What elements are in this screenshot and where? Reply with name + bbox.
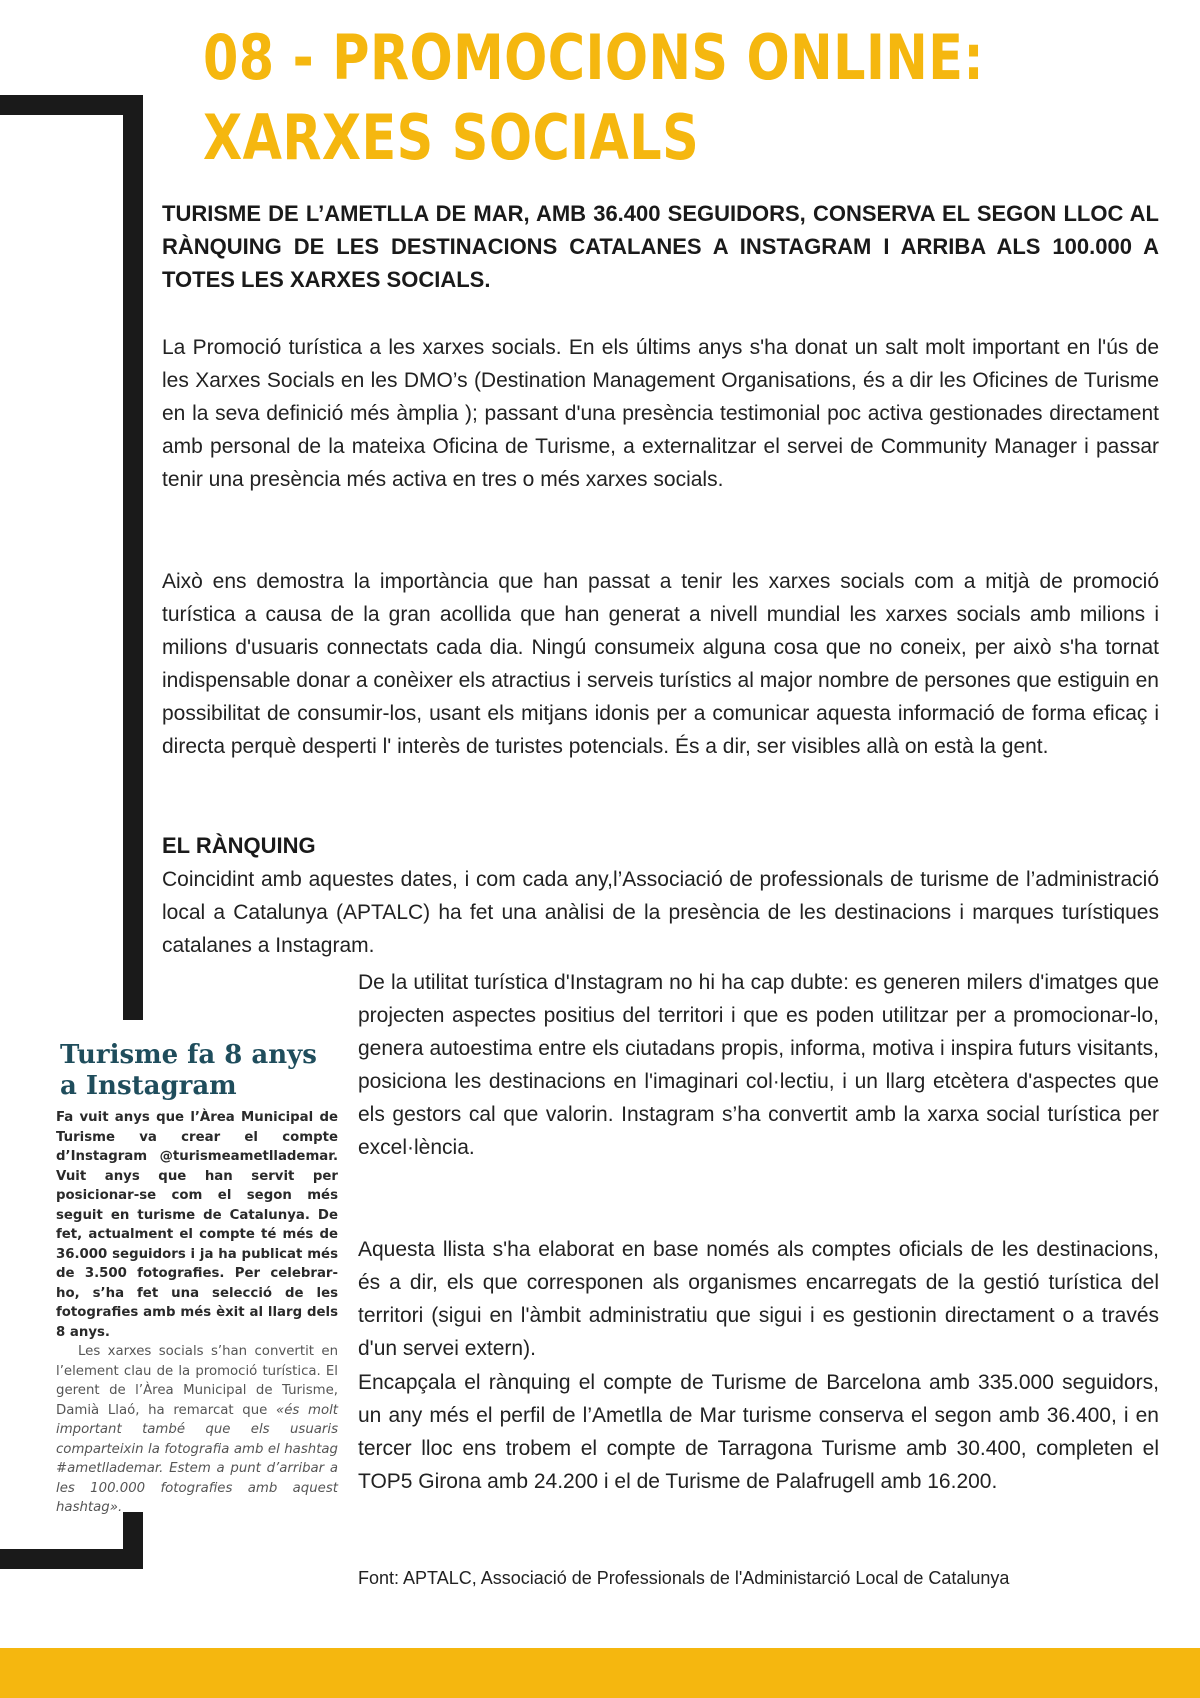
paragraph-6: Encapçala el rànquing el compte de Turisme de Barcelona amb 335.000 seguidors, un any més el perfil de l’Ametlla de Mar turisme conserva el segon amb 36.400, i en tercer lloc ens trobem el compte de Tarragona Turisme amb 30.400, completen el TOP5 Girona amb 24.200 i el de Turisme de Palafrugell amb 16.200.: [358, 1371, 1159, 1493]
page-title: [203, 18, 990, 178]
source-note: Font: APTALC, Associació de Professionals de l'Administarció Local de Catalunya: [358, 1568, 1010, 1588]
bracket-vertical-bar: [123, 95, 143, 1020]
clipping-body-text: [56, 1342, 338, 1518]
footer-bar: [0, 1648, 1200, 1698]
paragraph-4: De la utilitat turística d'Instagram no hi ha cap dubte: es generen milers d'imatges que projecten aspectes positius del territori i que es poden utilitzar per a promocionar-lo, genera autoestima entre els ciutadans propis, informa, motiva i inspira futurs visitants, posiciona les destinacions en l'imaginari col·lectiu, i un llarg etcètera d'aspectes que els gestors cal que valorin. Instagram s’ha convertit amb la xarxa social turística per excel·lència.: [358, 971, 1159, 1159]
bracket-top-bar: [0, 95, 143, 115]
clipping-title: Turisme fa 8 anys a Instagram: [60, 1040, 317, 1101]
bracket-bottom-bar: [0, 1549, 143, 1569]
paragraph-2: Això ens demostra la importància que han passat a tenir les xarxes socials com a mitjà de promoció turística a causa de la gran acollida que han generat a nivell mundial les xarxes socials amb milions i milions d'usuaris connectats cada dia. Ningú consumeix alguna cosa que no coneix, per això s'ha tornat indispensable donar a conèixer els atractius i serveis turístics al major nombre de persones que estiguin en possibilitat de consumir-los, usant els mitjans idonis per a comunicar aquesta informació de forma eficaç i directa perquè desperti l' interès de turistes potencials. És a dir, ser visibles allà on està la gent.: [162, 570, 1159, 758]
paragraph-3: Coincidint amb aquestes dates, i com cada any,l’Associació de professionals de turisme de l’administració local a Catalunya (APTALC) ha fet una anàlisi de la presència de les destinacions i marques turístiques catalanes a Instagram.: [162, 868, 1159, 957]
paragraph-1: La Promoció turística a les xarxes socials. En els últims anys s'ha donat un salt molt important en l'ús de les Xarxes Socials en les DMO’s (Destination Management Organisations, és a dir les Oficines de Turisme en la seva definició més àmplia ); passant d'una presència testimonial poc activa gestionades directament amb personal de la mateixa Oficina de Turisme, a externalitzar el servei de Community Manager i passar tenir una presència més activa en tres o més xarxes socials.: [162, 336, 1159, 491]
clipping-bold-text: Fa vuit anys que l’Àrea Municipal de Turisme va crear el compte d’Instagram @turismeametllademar. Vuit anys que han servit per posicionar-se com el segon més seguit en turisme de Catalunya. De fet, actualment el compte té més de 36.000 seguidors i ja ha publicat més de 3.500 fotografies. Per celebrar-ho, s’ha fet una selecció de les fotografies amb més èxit al llarg dels 8 anys.: [56, 1110, 338, 1340]
clipping-quote-text: «és molt important també que els usuaris comparteixin la fotografia amb el hashtag #ametllademar. Estem a punt d’arribar a les 100.000 fotografies amb aquest hashtag».: [56, 1402, 338, 1515]
title-line-2: XARXES SOCIALS: [203, 101, 700, 174]
clipping-light-text: Les xarxes socials s’han convertit en l’element clau de la promoció turística. El gerent de l’Àrea Municipal de Turisme, Damià Llaó, ha remarcat que: [56, 1344, 338, 1418]
paragraph-5: Aquesta llista s'ha elaborat en base només als comptes oficials de les destinacions, és a dir, els que corresponen als organismes encarregats de la gestió turística del territori (sigui en l'àmbit administratiu que sigui i es gestionin directament o a través d'un servei extern).: [358, 1238, 1159, 1360]
section-heading: EL RÀNQUING: [162, 833, 316, 858]
newspaper-clipping: [56, 1040, 338, 1515]
lead-paragraph: TURISME DE L’AMETLLA DE MAR, AMB 36.400 SEGUIDORS, CONSERVA EL SEGON LLOC AL RÀNQUING DE LES DESTINACIONS CATALANES A INSTAGRAM I ARRIBA ALS 100.000 A TOTES LES XARXES SOCIALS.: [162, 201, 1159, 292]
title-line-1: 08 - PROMOCIONS ONLINE:: [203, 21, 985, 94]
